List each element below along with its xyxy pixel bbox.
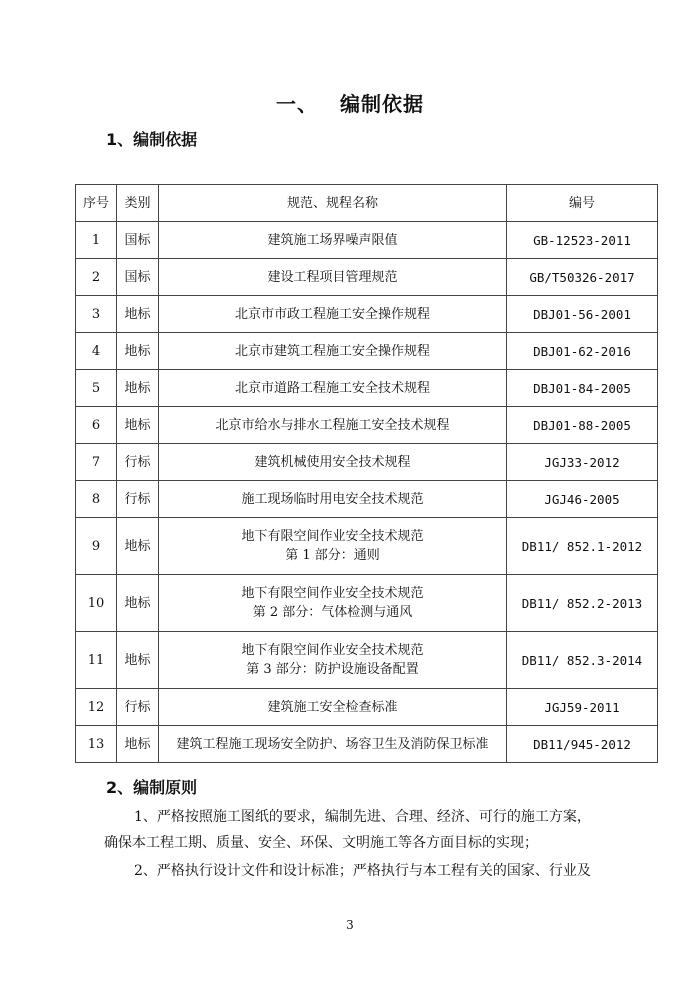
row-type: 行标 bbox=[117, 444, 159, 481]
table-row bbox=[76, 222, 658, 259]
page-title-text: 编制依据 bbox=[340, 92, 424, 116]
table-row bbox=[76, 407, 658, 444]
table-row bbox=[76, 370, 658, 407]
table-row bbox=[76, 726, 658, 763]
row-name bbox=[159, 333, 507, 370]
row-name-line: 北京市建筑工程施工安全操作规程 bbox=[234, 343, 430, 359]
row-number: 2 bbox=[76, 259, 117, 296]
row-type: 地标 bbox=[117, 407, 159, 444]
table-header-row bbox=[76, 185, 658, 222]
row-name bbox=[159, 370, 507, 407]
row-type: 地标 bbox=[117, 518, 159, 575]
row-number: 4 bbox=[76, 333, 117, 370]
row-type: 地标 bbox=[117, 370, 159, 407]
header-type: 类别 bbox=[117, 185, 159, 222]
row-type: 地标 bbox=[117, 296, 159, 333]
row-type: 地标 bbox=[117, 726, 159, 763]
row-code: DBJ01-56-2001 bbox=[507, 296, 658, 333]
row-name-line: 地下有限空间作业安全技术规范 bbox=[241, 529, 424, 544]
row-code: DBJ01-88-2005 bbox=[507, 407, 658, 444]
row-name-line: 北京市给水与排水工程施工安全技术规程 bbox=[215, 417, 450, 433]
row-type: 地标 bbox=[117, 575, 159, 632]
row-type: 行标 bbox=[117, 481, 159, 518]
row-code: DB11/ 852.1-2012 bbox=[507, 518, 658, 575]
row-name-line: 第 2 部分：气体检测与通风 bbox=[252, 605, 413, 620]
section-1-title: 1、编制依据 bbox=[106, 130, 198, 149]
row-name-line: 建筑施工安全检查标准 bbox=[267, 699, 398, 715]
row-name-line: 北京市市政工程施工安全操作规程 bbox=[234, 306, 430, 322]
row-code: JGJ33-2012 bbox=[507, 444, 658, 481]
row-number: 6 bbox=[76, 407, 117, 444]
table-row bbox=[76, 689, 658, 726]
row-name-line: 建设工程项目管理规范 bbox=[267, 269, 398, 285]
row-type: 地标 bbox=[117, 632, 159, 689]
principle-paragraph-1 bbox=[106, 804, 606, 856]
row-name-line: 地下有限空间作业安全技术规范 bbox=[241, 586, 424, 601]
row-number: 7 bbox=[76, 444, 117, 481]
row-name bbox=[159, 575, 507, 632]
row-code: DBJ01-84-2005 bbox=[507, 370, 658, 407]
header-code: 编号 bbox=[507, 185, 658, 222]
row-name-line: 北京市道路工程施工安全技术规程 bbox=[234, 380, 430, 396]
row-type: 地标 bbox=[117, 333, 159, 370]
row-number: 1 bbox=[76, 222, 117, 259]
row-number: 9 bbox=[76, 518, 117, 575]
row-type: 国标 bbox=[117, 222, 159, 259]
row-type: 国标 bbox=[117, 259, 159, 296]
row-name-line: 建筑施工场界噪声限值 bbox=[267, 232, 398, 248]
table-row bbox=[76, 333, 658, 370]
page-title-number: 一、 bbox=[276, 92, 318, 116]
table-row bbox=[76, 444, 658, 481]
paragraph-line: 确保本工程工期、质量、安全、环保、文明施工等各方面目标的实现； bbox=[104, 835, 538, 851]
row-name bbox=[159, 518, 507, 575]
row-code: DB11/ 852.2-2013 bbox=[507, 575, 658, 632]
row-name-line: 第 1 部分：通则 bbox=[285, 548, 380, 563]
paragraph-line: 2、严格执行设计文件和设计标准；严格执行与本工程有关的国家、行业及 bbox=[134, 863, 591, 879]
row-name bbox=[159, 689, 507, 726]
row-code: DBJ01-62-2016 bbox=[507, 333, 658, 370]
table-row bbox=[76, 632, 658, 689]
row-name-line: 建筑工程施工现场安全防护、场容卫生及消防保卫标准 bbox=[176, 736, 489, 752]
row-code: DB11/ 852.3-2014 bbox=[507, 632, 658, 689]
row-name bbox=[159, 222, 507, 259]
row-name-line: 地下有限空间作业安全技术规范 bbox=[241, 643, 424, 658]
row-name bbox=[159, 296, 507, 333]
row-name bbox=[159, 481, 507, 518]
table-row bbox=[76, 259, 658, 296]
row-name bbox=[159, 632, 507, 689]
standards-table bbox=[75, 184, 658, 763]
row-number: 5 bbox=[76, 370, 117, 407]
row-name bbox=[159, 259, 507, 296]
row-number: 10 bbox=[76, 575, 117, 632]
row-number: 13 bbox=[76, 726, 117, 763]
row-code: GB/T50326-2017 bbox=[507, 259, 658, 296]
principle-paragraph-2 bbox=[106, 858, 606, 884]
page-title bbox=[0, 88, 700, 117]
row-name bbox=[159, 407, 507, 444]
row-number: 11 bbox=[76, 632, 117, 689]
row-name bbox=[159, 444, 507, 481]
row-number: 3 bbox=[76, 296, 117, 333]
row-type: 行标 bbox=[117, 689, 159, 726]
header-name: 规范、规程名称 bbox=[159, 185, 507, 222]
header-no: 序号 bbox=[76, 185, 117, 222]
row-code: DB11/945-2012 bbox=[507, 726, 658, 763]
row-number: 12 bbox=[76, 689, 117, 726]
row-number: 8 bbox=[76, 481, 117, 518]
page-number: 3 bbox=[346, 918, 354, 932]
table-row bbox=[76, 575, 658, 632]
table-row bbox=[76, 481, 658, 518]
row-name bbox=[159, 726, 507, 763]
table-row bbox=[76, 296, 658, 333]
paragraph-line: 1、严格按照施工图纸的要求，编制先进、合理、经济、可行的施工方案， bbox=[134, 809, 591, 825]
table-row bbox=[76, 518, 658, 575]
row-name-line: 建筑机械使用安全技术规程 bbox=[254, 454, 411, 470]
row-code: GB-12523-2011 bbox=[507, 222, 658, 259]
row-name-line: 施工现场临时用电安全技术规范 bbox=[241, 491, 424, 507]
row-name-line: 第 3 部分：防护设施设备配置 bbox=[246, 662, 419, 677]
row-code: JGJ59-2011 bbox=[507, 689, 658, 726]
row-code: JGJ46-2005 bbox=[507, 481, 658, 518]
section-2-title: 2、编制原则 bbox=[106, 778, 198, 797]
